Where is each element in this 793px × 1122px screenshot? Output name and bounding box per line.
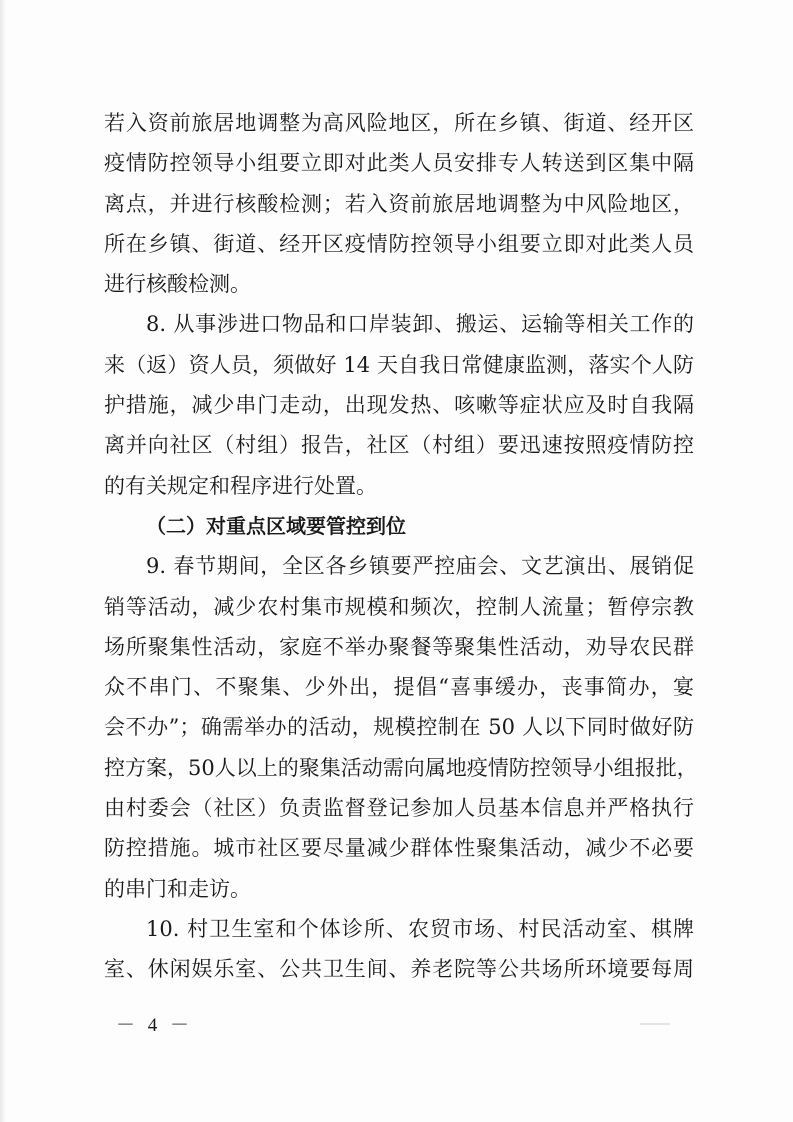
document-body xyxy=(104,103,698,990)
text-line: 的有关规定和程序进行处置。 xyxy=(104,473,377,498)
text-line: 会不办”；确需举办的活动，规模控制在 50 人以下同时做好防 xyxy=(104,715,694,740)
text-line: 离点，并进行核酸检测；若入资前旅居地调整为中风险地区， xyxy=(104,191,694,216)
text-line: 控方案，50人以上的聚集活动需向属地疫情防控领导小组报批， xyxy=(104,755,698,780)
text-line: 8. 从事涉进口物品和口岸装卸、搬运、运输等相关工作的 xyxy=(146,312,694,337)
text-line: 的串门和走访。 xyxy=(104,876,251,901)
text-line: 疫情防控领导小组要立即对此类人员安排专人转送到区集中隔 xyxy=(104,151,694,176)
text-line: 场所聚集性活动，家庭不举办聚餐等聚集性活动，劝导农民群 xyxy=(104,634,694,659)
page-number: － 4 － xyxy=(116,1015,194,1036)
text-line: 10. 村卫生室和个体诊所、农贸市场、村民活动室、棋牌 xyxy=(146,916,694,941)
text-line: 离并向社区（村组）报告，社区（村组）要迅速按照疫情防控 xyxy=(104,433,694,458)
text-line: 9. 春节期间，全区各乡镇要严控庙会、文艺演出、展销促 xyxy=(146,554,694,579)
text-line: 由村委会（社区）负责监督登记参加人员基本信息并严格执行 xyxy=(104,796,694,821)
text-line: 来（返）资人员，须做好 14 天自我日常健康监测，落实个人防 xyxy=(104,352,694,377)
text-line: 众不串门、不聚集、少外出，提倡“喜事缓办，丧事简办，宴 xyxy=(104,675,694,700)
scan-speck xyxy=(640,1023,670,1025)
text-line: 若入资前旅居地调整为高风险地区，所在乡镇、街道、经开区 xyxy=(104,111,694,135)
section-heading: （二）对重点区域要管控到位 xyxy=(146,513,406,538)
text-line: 销等活动，减少农村集市规模和频次，控制人流量；暂停宗教 xyxy=(104,594,694,619)
scan-shadow-edge xyxy=(0,0,6,1122)
text-line: 进行核酸检测。 xyxy=(104,272,251,297)
text-line: 所在乡镇、街道、经开区疫情防控领导小组要立即对此类人员 xyxy=(104,231,694,256)
text-line: 防控措施。城市社区要尽量减少群体性聚集活动，减少不必要 xyxy=(104,836,694,861)
text-line: 护措施，减少串门走动，出现发热、咳嗽等症状应及时自我隔 xyxy=(104,393,694,418)
text-line: 室、休闲娱乐室、公共卫生间、养老院等公共场所环境要每周 xyxy=(104,957,694,982)
